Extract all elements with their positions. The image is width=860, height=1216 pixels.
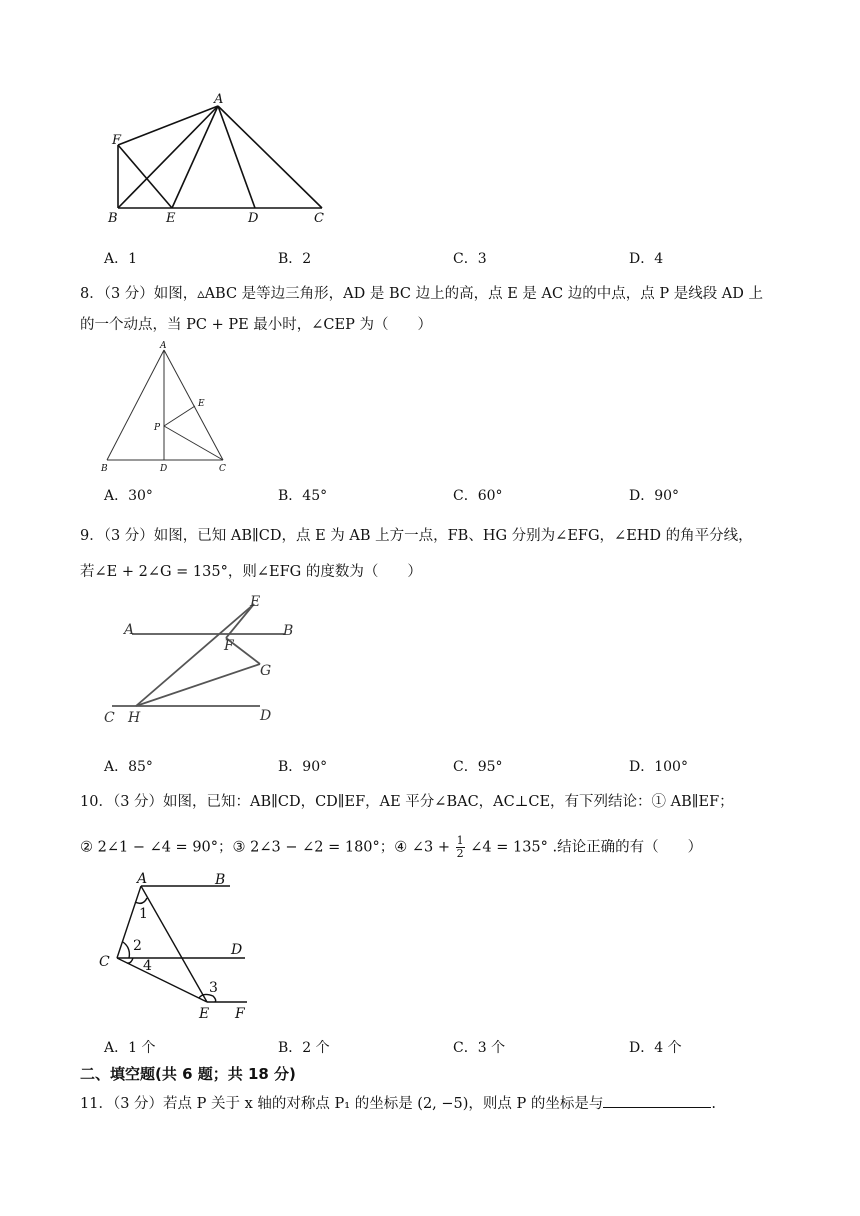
q9-figure bbox=[100, 592, 300, 727]
q7-label-A: A bbox=[214, 92, 224, 107]
q8-figure bbox=[95, 340, 240, 475]
q10-label-E: E bbox=[199, 1006, 210, 1022]
q8-label-D: D bbox=[160, 464, 168, 474]
q7-option-d: D．4 bbox=[629, 251, 664, 267]
q7-label-B: B bbox=[108, 211, 118, 226]
q9-label-E: E bbox=[250, 594, 261, 610]
q9-label-G: G bbox=[260, 663, 272, 679]
q8-label-B: B bbox=[101, 464, 108, 474]
q10-label-B: B bbox=[215, 872, 226, 888]
q8-option-b: B．45° bbox=[278, 488, 328, 504]
q11-line bbox=[80, 1093, 716, 1114]
q9-label-H: H bbox=[128, 710, 141, 726]
section-heading: 二、填空题(共 6 题；共 18 分) bbox=[80, 1065, 296, 1083]
q7-label-E: E bbox=[166, 211, 176, 226]
q10-option-d: D．4 个 bbox=[629, 1040, 682, 1056]
q10-fraction bbox=[456, 835, 465, 860]
q9-label-D: D bbox=[260, 708, 272, 724]
q10-line2-end: ∠4 = 135° .结论正确的有（ ） bbox=[470, 839, 703, 856]
q10-line2-start: ② 2∠1 − ∠4 = 90°；③ 2∠3 − ∠2 = 180°；④ ∠3 + bbox=[80, 839, 451, 856]
q9-line2: 若∠E + 2∠G = 135°，则∠EFG 的度数为（ ） bbox=[80, 564, 422, 580]
q10-line2 bbox=[80, 835, 702, 860]
q7-option-b: B．2 bbox=[278, 251, 312, 267]
q10-label-1: 1 bbox=[139, 906, 148, 922]
q9-option-d: D．100° bbox=[629, 759, 688, 775]
q10-label-D: D bbox=[231, 942, 243, 958]
q9-label-B: B bbox=[283, 623, 294, 639]
q10-label-C: C bbox=[99, 954, 110, 970]
q10-figure bbox=[95, 872, 260, 1022]
q10-option-a: A．1 个 bbox=[104, 1040, 156, 1056]
q9-label-F: F bbox=[224, 638, 234, 654]
q7-label-C: C bbox=[314, 211, 324, 226]
q8-label-E: E bbox=[198, 399, 205, 409]
q10-option-c: C．3 个 bbox=[453, 1040, 506, 1056]
q10-label-A: A bbox=[137, 872, 148, 887]
q8-option-a: A．30° bbox=[104, 488, 153, 504]
q11-text: 11．（3 分）若点 P 关于 x 轴的对称点 P₁ 的坐标是 (2, −5)，则点 P 的坐标是与 bbox=[80, 1096, 604, 1112]
q9-label-C: C bbox=[104, 710, 115, 726]
q11-answer-blank[interactable] bbox=[603, 1093, 711, 1108]
q10-label-4: 4 bbox=[143, 958, 152, 974]
q10-label-3: 3 bbox=[209, 980, 218, 996]
q9-label-A: A bbox=[124, 622, 135, 638]
q8-option-d: D．90° bbox=[629, 488, 680, 504]
q7-figure bbox=[100, 90, 340, 230]
q7-label-F: F bbox=[112, 133, 122, 148]
q7-option-c: C．3 bbox=[453, 251, 487, 267]
q7-label-D: D bbox=[248, 211, 259, 226]
q9-line1: 9．（3 分）如图，已知 AB∥CD，点 E 为 AB 上方一点，FB、HG 分别为∠EFG，∠EHD 的角平分线， bbox=[80, 528, 753, 544]
q11-end: . bbox=[711, 1096, 717, 1112]
q8-label-A: A bbox=[160, 341, 167, 351]
q9-option-b: B．90° bbox=[278, 759, 328, 775]
q8-option-c: C．60° bbox=[453, 488, 503, 504]
q8-line2: 的一个动点，当 PC + PE 最小时，∠CEP 为（ ） bbox=[80, 317, 432, 333]
q8-line1: 8．（3 分）如图，▵ABC 是等边三角形，AD 是 BC 边上的高，点 E 是 AC 边的中点，点 P 是线段 AD 上 bbox=[80, 286, 764, 302]
q10-label-F: F bbox=[235, 1006, 245, 1022]
q10-option-b: B．2 个 bbox=[278, 1040, 330, 1056]
q9-option-a: A．85° bbox=[104, 759, 153, 775]
q10-frac-num: 1 bbox=[456, 834, 464, 847]
q10-line1: 10．（3 分）如图，已知：AB∥CD，CD∥EF，AE 平分∠BAC，AC⊥CE，有下列结论：① AB∥EF； bbox=[80, 794, 734, 810]
q10-label-2: 2 bbox=[133, 938, 142, 954]
q8-label-P: P bbox=[154, 423, 161, 433]
q10-frac-den: 2 bbox=[456, 847, 464, 860]
q9-option-c: C．95° bbox=[453, 759, 503, 775]
q7-option-a: A．1 bbox=[104, 251, 138, 267]
q8-label-C: C bbox=[219, 464, 226, 474]
